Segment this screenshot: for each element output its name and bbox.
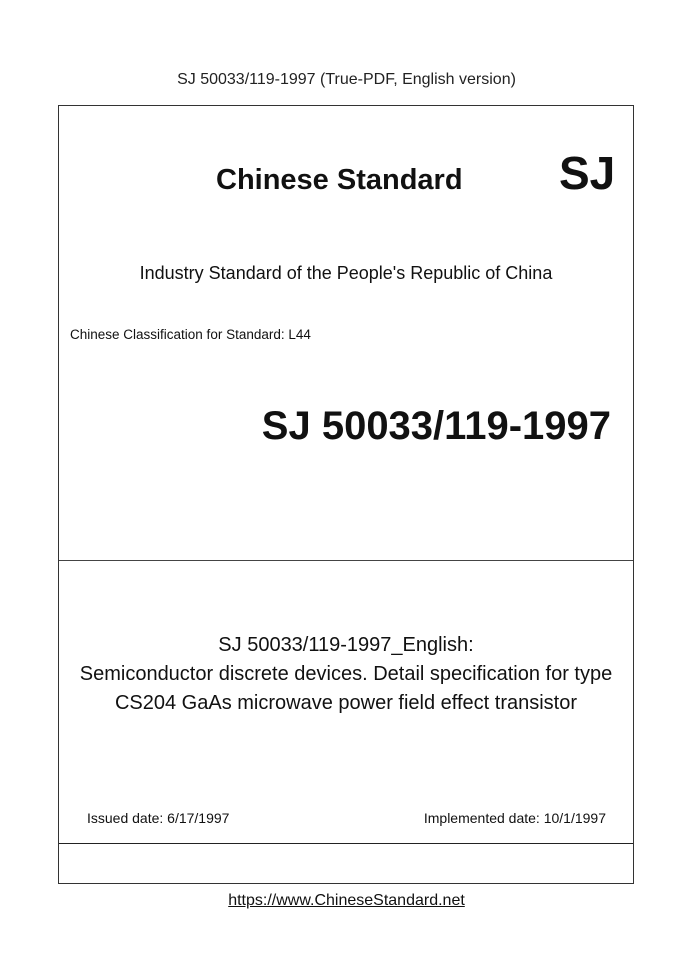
- page-footer: [0, 892, 693, 910]
- issued-date: Issued date: 6/17/1997: [87, 810, 230, 826]
- description-line-2: Semiconductor discrete devices. Detail specification for type: [79, 663, 613, 685]
- page-header: SJ 50033/119-1997 (True-PDF, English version): [177, 71, 516, 88]
- industry-standard-line: Industry Standard of the People's Republic of China: [139, 263, 553, 283]
- standard-number: SJ 50033/119-1997: [261, 404, 611, 448]
- sj-logo: SJ: [559, 147, 616, 199]
- description-line-1: SJ 50033/119-1997_English:: [218, 634, 474, 656]
- description-line-3: CS204 GaAs microwave power field effect transistor: [114, 692, 578, 714]
- standard-description: [59, 631, 633, 718]
- cover-frame: [58, 105, 634, 884]
- divider-bottom: [59, 843, 633, 844]
- divider-top: [59, 560, 633, 561]
- implemented-date: Implemented date: 10/1/1997: [423, 810, 606, 826]
- cover-title: Chinese Standard: [216, 164, 463, 196]
- footer-link[interactable]: https://www.ChineseStandard.net: [228, 892, 465, 909]
- classification-line: Chinese Classification for Standard: L44: [70, 327, 311, 342]
